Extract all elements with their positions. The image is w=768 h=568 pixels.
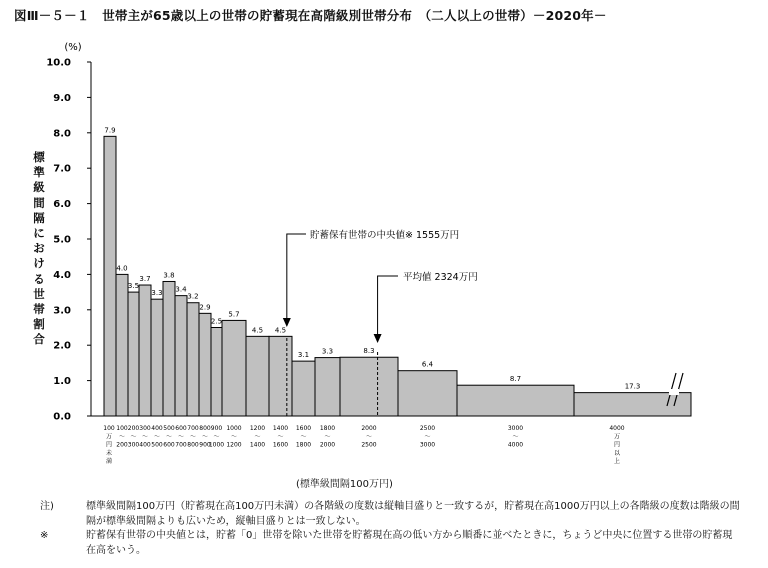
x-tick-label: ～ [201, 433, 209, 441]
x-tick-label: ～ [512, 433, 519, 441]
mean-leader-line [378, 276, 398, 341]
x-tick-label: 円 [105, 441, 113, 449]
x-tick-label: 1800 [295, 441, 312, 449]
x-tick-label: ～ [130, 433, 137, 441]
bar [187, 303, 199, 416]
x-tick-label: 200 [116, 441, 128, 449]
x-tick-label: 700 [187, 425, 199, 432]
bar [315, 358, 340, 416]
bar [151, 299, 163, 416]
y-tick-label: 1.0 [53, 376, 71, 388]
x-tick-label: 1400 [249, 441, 266, 449]
bar-value-label: 3.5 [127, 282, 140, 291]
bar-value-label: 3.3 [321, 347, 334, 356]
mean-arrow-icon [374, 334, 382, 343]
bar-value-label: 2.9 [199, 303, 211, 312]
x-tick-label: 1800 [319, 425, 336, 432]
bar [139, 285, 151, 416]
footnotes [40, 500, 740, 558]
x-tick-label: ～ [213, 433, 220, 441]
bar-value-label: 8.7 [509, 375, 522, 384]
x-tick-label: 万 [105, 433, 113, 441]
bar [269, 336, 292, 416]
x-tick-label: ～ [141, 433, 149, 441]
bar [222, 320, 246, 416]
x-tick-label: 600 [175, 425, 187, 432]
x-tick-label: 2500 [419, 425, 436, 432]
x-tick-label: ～ [118, 433, 126, 441]
x-tick-label: 600 [163, 441, 175, 449]
x-tick-label: 500 [151, 441, 163, 449]
figure-title: 図Ⅲ－５－１ 世帯主が65歳以上の世帯の貯蓄現在高階級別世帯分布 （二人以上の世帯）－2020年－ [14, 8, 607, 23]
x-tick-label: 万 [613, 433, 621, 441]
bar-value-label: 3.3 [151, 289, 163, 298]
axis-break-gap [669, 389, 679, 395]
bar-value-label: 8.3 [363, 347, 375, 356]
bar-value-label: 3.7 [139, 275, 151, 284]
bar-value-label: 3.4 [175, 285, 187, 294]
x-tick-label: 1600 [272, 441, 289, 449]
bar-value-label: 17.3 [624, 382, 641, 391]
x-tick-label: 400 [139, 441, 151, 449]
x-tick-label: 2000 [319, 441, 336, 449]
x-tick-label: 1200 [249, 425, 266, 432]
x-tick-label: ～ [365, 433, 373, 441]
y-axis-unit: (%) [64, 42, 82, 53]
bar-value-label: 4.5 [274, 326, 287, 335]
x-tick-label: 700 [175, 441, 187, 449]
bar [104, 136, 116, 416]
bar [175, 296, 187, 416]
x-tick-label: 未 [105, 449, 113, 457]
y-tick-label: 4.0 [53, 269, 71, 281]
footnote-2-text: 貯蓄保有世帯の中央値とは，貯蓄「0」世帯を除いた世帯を貯蓄現在高の低い方から順番に並べたときに，ちょうど中央に位置する世帯の貯蓄現在高をいう。 [86, 530, 733, 556]
footnote-2-mark: ※ [40, 530, 49, 541]
x-tick-label: 100 [116, 425, 128, 432]
x-tick-label: 500 [163, 425, 175, 432]
x-tick-label: 2500 [361, 441, 377, 449]
mean-label: 平均値 2324万円 [403, 272, 478, 283]
x-tick-label: 100 [103, 425, 115, 432]
x-tick-label: 1000 [208, 441, 225, 449]
y-tick-label: 2.0 [53, 340, 71, 352]
bar [163, 281, 175, 416]
footnote-1 [40, 500, 740, 529]
bar-value-label: 2.5 [210, 317, 223, 326]
median-label: 貯蓄保有世帯の中央値※ 1555万円 [310, 230, 460, 241]
x-tick-label: 以 [613, 449, 621, 457]
x-tick-label: 2000 [361, 425, 377, 432]
y-tick-label: 7.0 [53, 163, 71, 175]
bar-value-label: 3.8 [163, 271, 175, 280]
y-axis-label: 標準級間隔における世帯割合 [33, 150, 45, 347]
x-tick-label: 1600 [295, 425, 312, 432]
x-tick-label: ～ [324, 433, 331, 441]
x-tick-label: 1000 [226, 425, 242, 432]
x-tick-label: 3000 [419, 441, 436, 449]
bar [128, 292, 139, 416]
x-tick-label: ～ [230, 433, 238, 441]
x-tick-label: ～ [153, 433, 161, 441]
x-tick-label: ～ [189, 433, 197, 441]
x-tick-label: ～ [177, 433, 185, 441]
x-tick-label: 400 [151, 425, 163, 432]
bar-value-label: 6.4 [421, 360, 434, 369]
bar [246, 336, 269, 416]
y-tick-label: 0.0 [53, 411, 71, 423]
bar-value-label: 3.2 [187, 292, 199, 301]
x-tick-label: ～ [254, 433, 261, 441]
x-tick-label: 300 [139, 425, 151, 432]
bar [398, 371, 457, 416]
x-tick-label: 200 [127, 425, 140, 432]
x-axis-label: (標準級間隔100万円) [296, 479, 393, 490]
y-tick-label: 3.0 [53, 305, 71, 317]
bar-value-label: 4.0 [116, 264, 128, 273]
x-tick-label: 4000 [507, 441, 524, 449]
x-tick-label: 1400 [272, 425, 289, 432]
median-leader-line [287, 234, 306, 325]
x-tick-label: 800 [199, 425, 211, 432]
x-tick-label: ～ [165, 433, 173, 441]
bar [292, 361, 315, 416]
x-tick-label: 3000 [507, 425, 524, 432]
x-tick-label: 4000 [609, 425, 625, 432]
bar-value-label: 5.7 [228, 310, 240, 319]
bar [116, 274, 128, 416]
y-tick-label: 8.0 [53, 128, 71, 140]
x-tick-label: ～ [300, 433, 307, 441]
x-tick-label: ～ [277, 433, 284, 441]
footnote-1-text: 標準級間隔100万円（貯蓄現在高100万円未満）の各階級の度数は縦軸目盛りと一致するが，貯蓄現在高1000万円以上の各階級の度数は階級の間隔が標準級間隔よりも広いため，縦軸目盛りとは一致しない。 [86, 501, 740, 527]
bar [199, 313, 211, 416]
x-tick-label: 900 [210, 425, 223, 432]
x-tick-label: 800 [187, 441, 199, 449]
y-tick-label: 10.0 [46, 57, 71, 69]
bar [340, 357, 398, 416]
footnote-2 [40, 529, 740, 558]
bar-value-label: 7.9 [104, 126, 116, 135]
x-tick-label: 円 [613, 441, 621, 449]
bar [574, 393, 691, 416]
x-tick-label: 上 [613, 458, 621, 466]
y-tick-label: 9.0 [53, 92, 71, 104]
x-tick-label: ～ [424, 433, 431, 441]
bar-value-label: 4.5 [251, 326, 264, 335]
bar [457, 385, 574, 416]
x-tick-label: 900 [199, 441, 211, 449]
x-tick-label: 満 [105, 458, 113, 466]
x-tick-label: 1200 [226, 441, 242, 449]
x-tick-label: 300 [127, 441, 140, 449]
footnote-1-mark: 注) [40, 501, 54, 512]
y-tick-label: 5.0 [53, 234, 71, 246]
y-tick-label: 6.0 [53, 199, 71, 211]
bar [211, 328, 222, 417]
bar-value-label: 3.1 [297, 351, 310, 360]
